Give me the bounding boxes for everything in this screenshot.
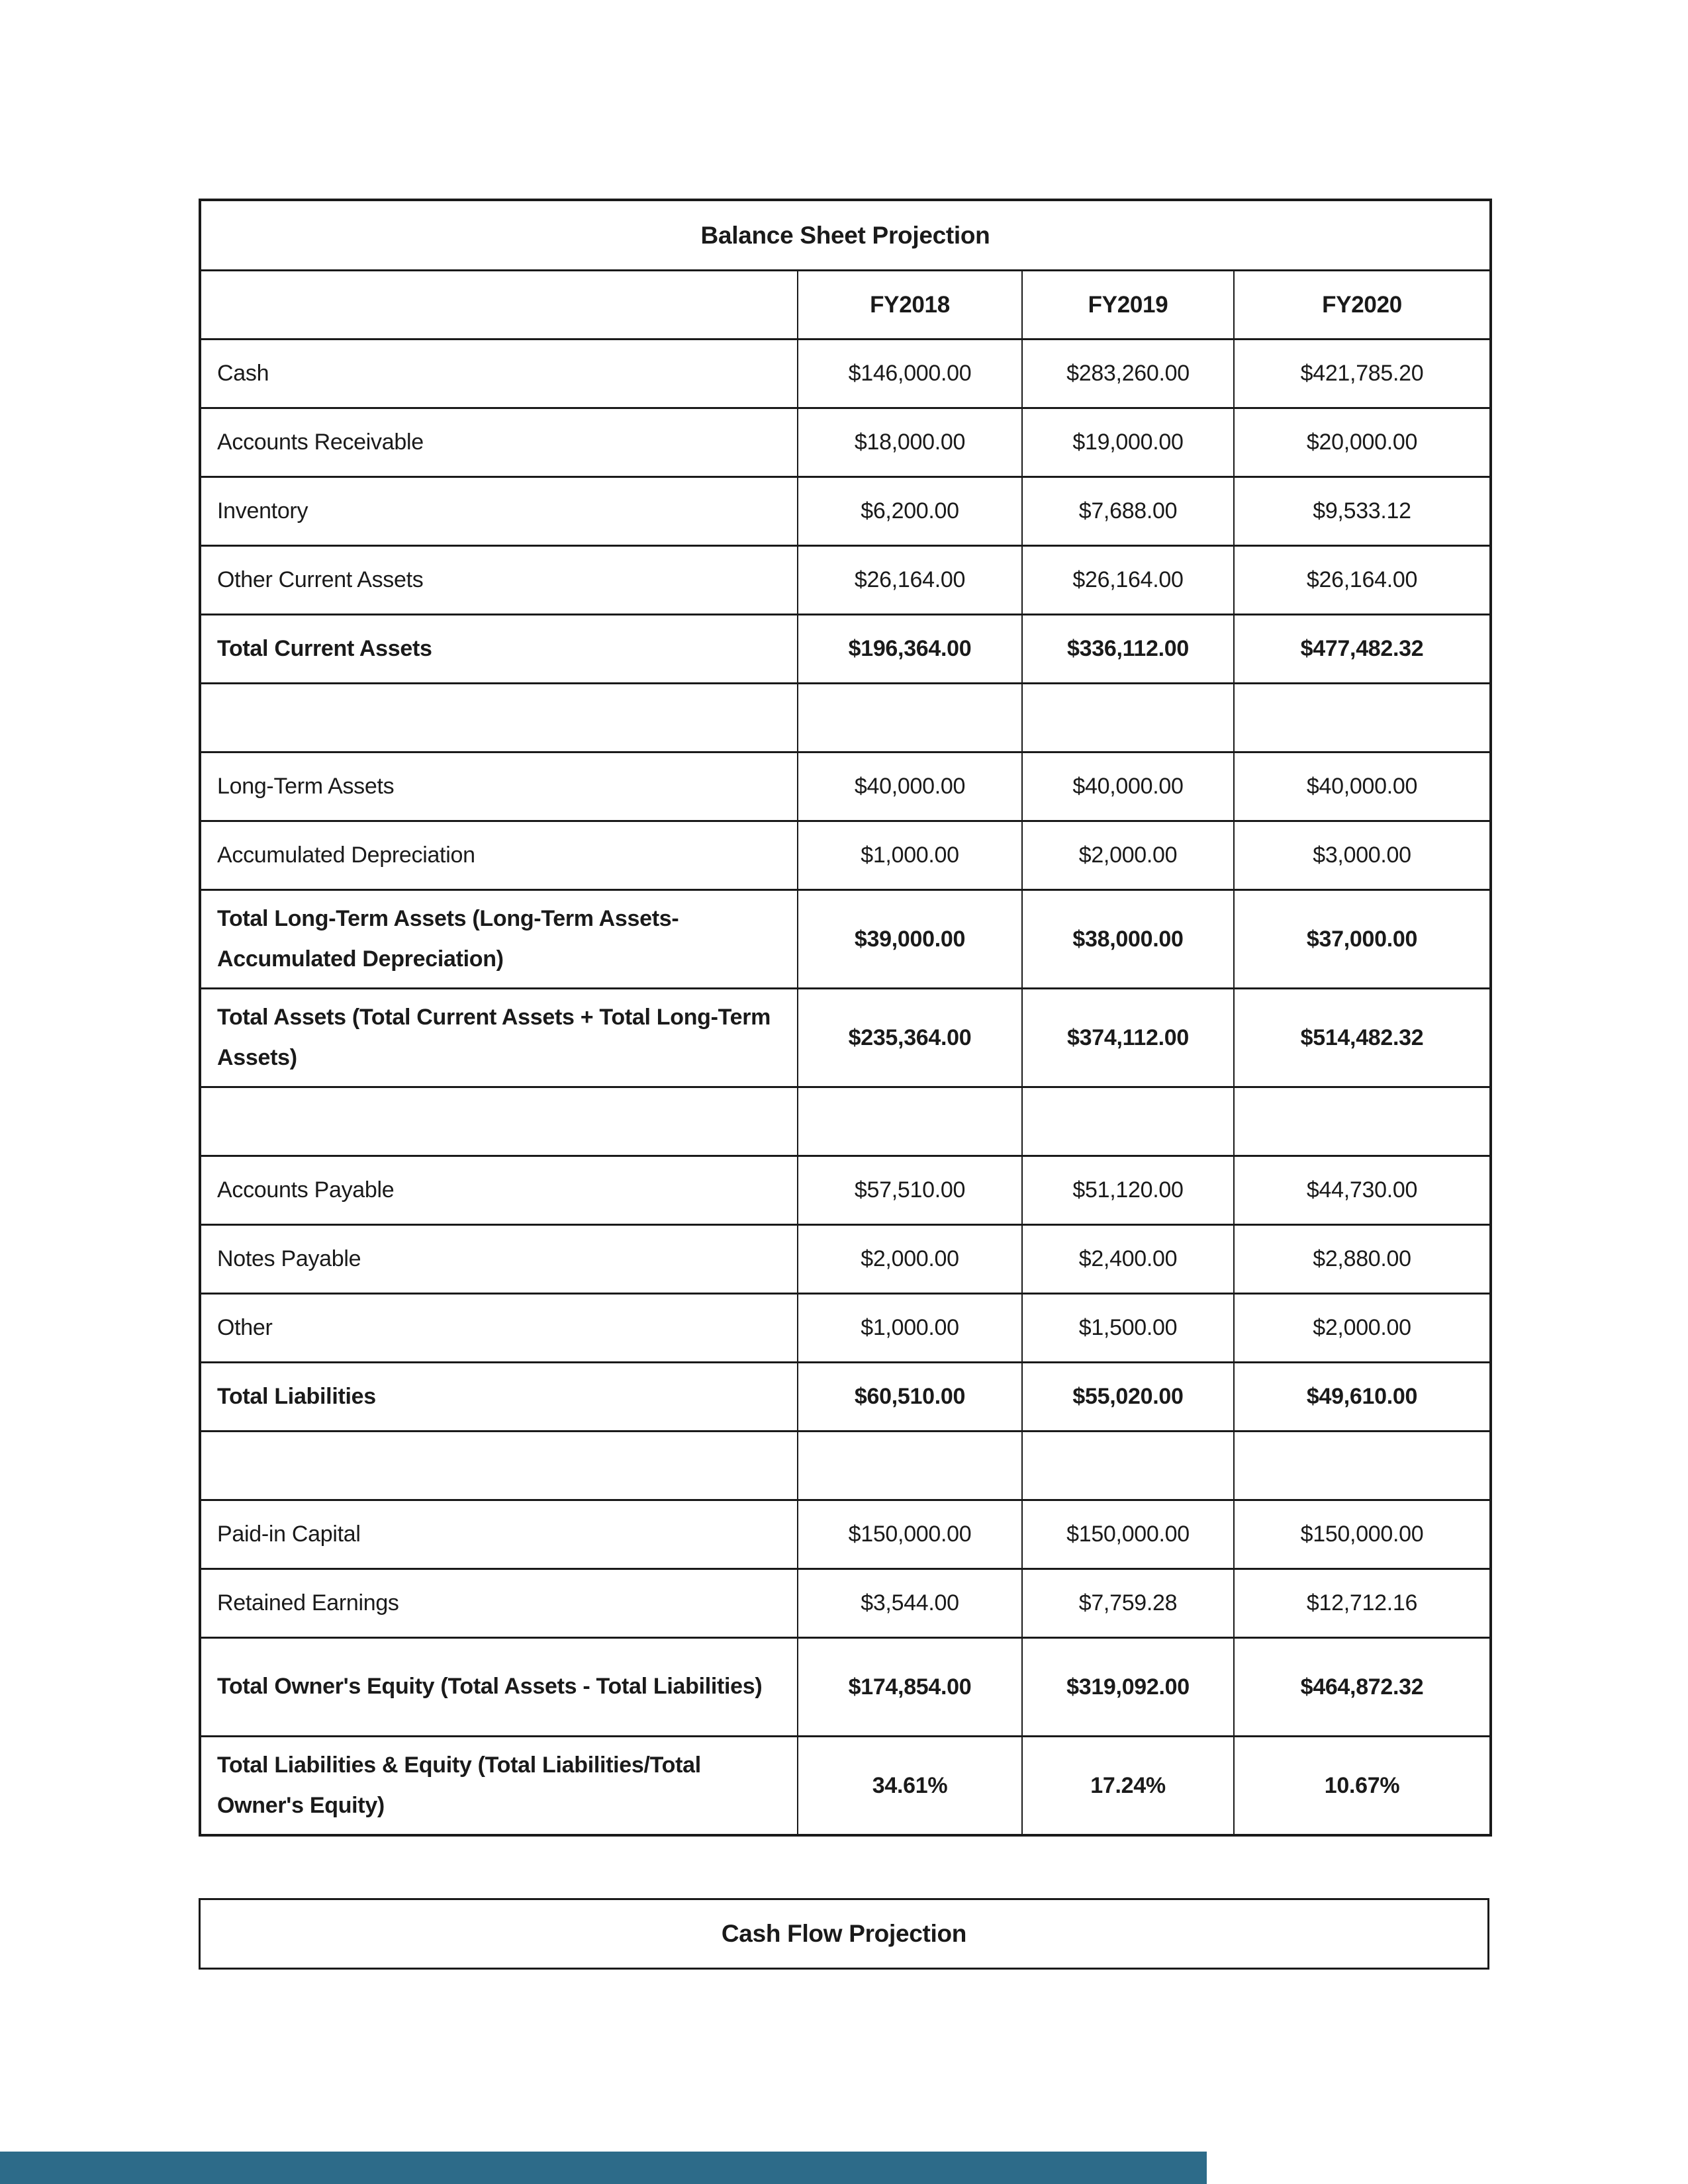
cell-value: $2,400.00 bbox=[1022, 1225, 1234, 1294]
cell-value: $60,510.00 bbox=[798, 1363, 1022, 1432]
cell-value: $319,092.00 bbox=[1022, 1638, 1234, 1737]
table-title-row bbox=[200, 200, 1491, 271]
spacer-row bbox=[200, 1432, 1491, 1500]
cell-value: $1,000.00 bbox=[798, 1294, 1022, 1363]
cell-value: $49,610.00 bbox=[1234, 1363, 1491, 1432]
row-label bbox=[200, 1432, 798, 1500]
row-label: Paid-in Capital bbox=[200, 1500, 798, 1569]
cell-value bbox=[1022, 684, 1234, 752]
cell-value: $336,112.00 bbox=[1022, 615, 1234, 684]
row-label: Other Current Assets bbox=[200, 546, 798, 615]
cell-value: 10.67% bbox=[1234, 1737, 1491, 1836]
table-row bbox=[200, 1363, 1491, 1432]
cell-value bbox=[798, 1087, 1022, 1156]
header-empty-cell bbox=[200, 271, 798, 340]
cell-value: $19,000.00 bbox=[1022, 408, 1234, 477]
row-label: Accounts Receivable bbox=[200, 408, 798, 477]
cell-value: $146,000.00 bbox=[798, 340, 1022, 408]
row-label: Accumulated Depreciation bbox=[200, 821, 798, 890]
cell-value: $37,000.00 bbox=[1234, 890, 1491, 989]
cell-value: $477,482.32 bbox=[1234, 615, 1491, 684]
cell-value: $38,000.00 bbox=[1022, 890, 1234, 989]
cell-value: $374,112.00 bbox=[1022, 989, 1234, 1087]
column-header-fy2019: FY2019 bbox=[1022, 271, 1234, 340]
cell-value: $9,533.12 bbox=[1234, 477, 1491, 546]
table-row bbox=[200, 752, 1491, 821]
cell-value bbox=[1234, 1087, 1491, 1156]
cell-value: $20,000.00 bbox=[1234, 408, 1491, 477]
cash-flow-title: Cash Flow Projection bbox=[721, 1920, 967, 1947]
cell-value: $464,872.32 bbox=[1234, 1638, 1491, 1737]
cell-value: $283,260.00 bbox=[1022, 340, 1234, 408]
cell-value: $235,364.00 bbox=[798, 989, 1022, 1087]
table-row bbox=[200, 890, 1491, 989]
cell-value: $6,200.00 bbox=[798, 477, 1022, 546]
row-label: Long-Term Assets bbox=[200, 752, 798, 821]
cell-value: $2,880.00 bbox=[1234, 1225, 1491, 1294]
table-row bbox=[200, 477, 1491, 546]
table-row bbox=[200, 989, 1491, 1087]
cell-value: 17.24% bbox=[1022, 1737, 1234, 1836]
table-row bbox=[200, 546, 1491, 615]
cell-value bbox=[1234, 684, 1491, 752]
cell-value: $39,000.00 bbox=[798, 890, 1022, 989]
table-row bbox=[200, 1500, 1491, 1569]
cell-value: $150,000.00 bbox=[1234, 1500, 1491, 1569]
cell-value: $421,785.20 bbox=[1234, 340, 1491, 408]
cell-value: $26,164.00 bbox=[1234, 546, 1491, 615]
cell-value: $40,000.00 bbox=[798, 752, 1022, 821]
column-header-fy2020: FY2020 bbox=[1234, 271, 1491, 340]
table-row bbox=[200, 1225, 1491, 1294]
footer-accent-bar bbox=[0, 2152, 1207, 2184]
column-header-fy2018: FY2018 bbox=[798, 271, 1022, 340]
cell-value: $2,000.00 bbox=[1022, 821, 1234, 890]
row-label: Total Current Assets bbox=[200, 615, 798, 684]
row-label bbox=[200, 684, 798, 752]
table-row bbox=[200, 1569, 1491, 1638]
cell-value bbox=[1022, 1087, 1234, 1156]
cell-value: $174,854.00 bbox=[798, 1638, 1022, 1737]
cell-value: $12,712.16 bbox=[1234, 1569, 1491, 1638]
table-row bbox=[200, 1156, 1491, 1225]
table-row bbox=[200, 615, 1491, 684]
table-row bbox=[200, 408, 1491, 477]
row-label: Accounts Payable bbox=[200, 1156, 798, 1225]
cell-value: 34.61% bbox=[798, 1737, 1022, 1836]
balance-sheet-table bbox=[199, 199, 1492, 1837]
table-row bbox=[200, 821, 1491, 890]
spacer-row bbox=[200, 1087, 1491, 1156]
cell-value bbox=[1022, 1432, 1234, 1500]
table-row bbox=[200, 1737, 1491, 1836]
cell-value: $57,510.00 bbox=[798, 1156, 1022, 1225]
cash-flow-header-box bbox=[199, 1898, 1489, 1970]
column-header-row bbox=[200, 271, 1491, 340]
cell-value: $1,500.00 bbox=[1022, 1294, 1234, 1363]
row-label: Cash bbox=[200, 340, 798, 408]
cell-value: $3,544.00 bbox=[798, 1569, 1022, 1638]
cell-value bbox=[798, 1432, 1022, 1500]
row-label: Retained Earnings bbox=[200, 1569, 798, 1638]
cell-value: $44,730.00 bbox=[1234, 1156, 1491, 1225]
row-label: Inventory bbox=[200, 477, 798, 546]
cell-value bbox=[1234, 1432, 1491, 1500]
row-label: Notes Payable bbox=[200, 1225, 798, 1294]
spacer-row bbox=[200, 684, 1491, 752]
row-label: Total Liabilities bbox=[200, 1363, 798, 1432]
row-label: Total Assets (Total Current Assets + Total Long-Term Assets) bbox=[200, 989, 798, 1087]
balance-sheet-title: Balance Sheet Projection bbox=[200, 200, 1491, 271]
cell-value: $150,000.00 bbox=[798, 1500, 1022, 1569]
row-label bbox=[200, 1087, 798, 1156]
row-label: Other bbox=[200, 1294, 798, 1363]
cell-value: $40,000.00 bbox=[1022, 752, 1234, 821]
cell-value: $514,482.32 bbox=[1234, 989, 1491, 1087]
row-label: Total Owner's Equity (Total Assets - Total Liabilities) bbox=[200, 1638, 798, 1737]
cell-value: $51,120.00 bbox=[1022, 1156, 1234, 1225]
cell-value: $1,000.00 bbox=[798, 821, 1022, 890]
table-row bbox=[200, 340, 1491, 408]
row-label: Total Liabilities & Equity (Total Liabilities/Total Owner's Equity) bbox=[200, 1737, 798, 1836]
table-row bbox=[200, 1638, 1491, 1737]
cell-value: $2,000.00 bbox=[798, 1225, 1022, 1294]
cell-value: $55,020.00 bbox=[1022, 1363, 1234, 1432]
cell-value: $196,364.00 bbox=[798, 615, 1022, 684]
cell-value: $26,164.00 bbox=[798, 546, 1022, 615]
cell-value bbox=[798, 684, 1022, 752]
cell-value: $150,000.00 bbox=[1022, 1500, 1234, 1569]
cell-value: $2,000.00 bbox=[1234, 1294, 1491, 1363]
cell-value: $26,164.00 bbox=[1022, 546, 1234, 615]
table-row bbox=[200, 1294, 1491, 1363]
cell-value: $18,000.00 bbox=[798, 408, 1022, 477]
cell-value: $7,759.28 bbox=[1022, 1569, 1234, 1638]
cell-value: $3,000.00 bbox=[1234, 821, 1491, 890]
row-label: Total Long-Term Assets (Long-Term Assets-Accumulated Depreciation) bbox=[200, 890, 798, 989]
cell-value: $40,000.00 bbox=[1234, 752, 1491, 821]
cell-value: $7,688.00 bbox=[1022, 477, 1234, 546]
